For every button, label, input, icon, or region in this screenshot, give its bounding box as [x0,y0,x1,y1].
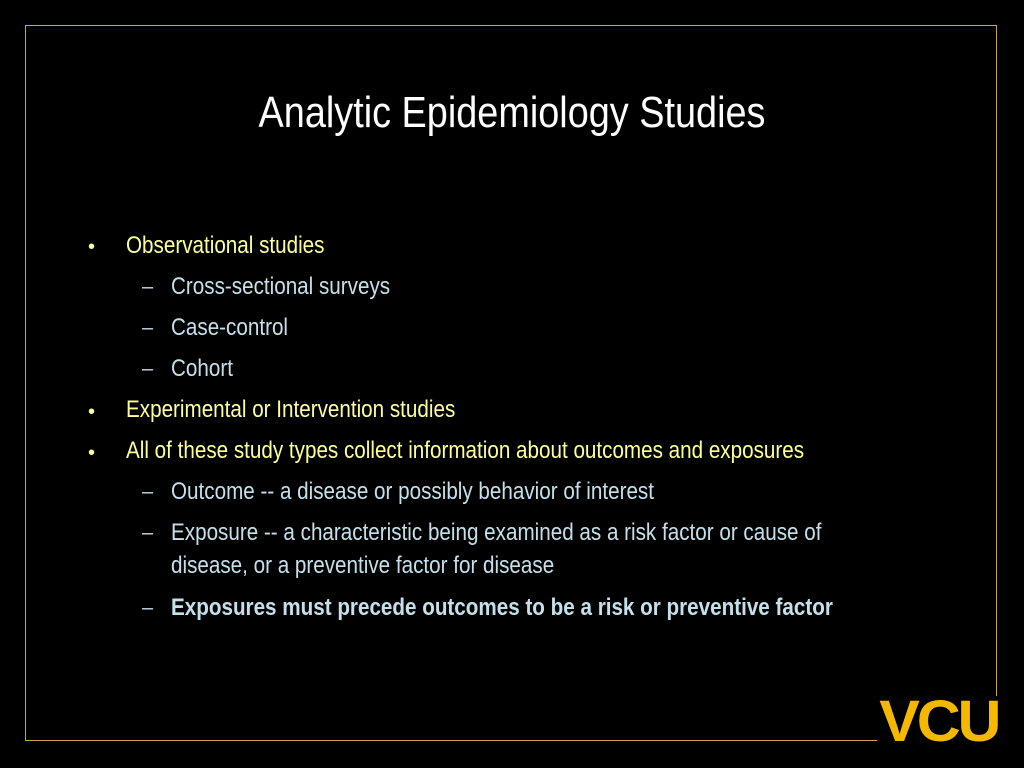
bullet-experimental-studies: Experimental or Intervention studies [126,396,456,423]
dash-marker: – [142,481,154,503]
bullet-marker: • [88,401,96,423]
vcu-logo: VCU [877,696,1000,748]
sub-item-exposures-precede-outcomes: Exposures must precede outcomes to be a risk or preventive factor [171,594,833,621]
dash-marker: – [142,358,154,380]
bullet-marker: • [88,442,96,464]
sub-item-exposure-line2: disease, or a preventive factor for disease [171,552,555,579]
dash-marker: – [142,522,154,544]
bullet-marker: • [88,236,96,258]
sub-item-cross-sectional-surveys: Cross-sectional surveys [171,273,391,300]
bullet-observational-studies: Observational studies [126,232,325,259]
sub-item-cohort: Cohort [171,355,233,382]
sub-item-outcome: Outcome -- a disease or possibly behavior of interest [171,478,654,505]
dash-marker: – [142,276,154,298]
bullet-all-study-types: All of these study types collect information about outcomes and exposures [126,437,805,464]
sub-item-case-control: Case-control [171,314,289,341]
sub-item-exposure-line1: Exposure -- a characteristic being examined as a risk factor or cause of [171,519,822,546]
dash-marker: – [142,317,154,339]
slide-title: Analytic Epidemiology Studies [258,88,766,137]
dash-marker: – [142,597,154,619]
